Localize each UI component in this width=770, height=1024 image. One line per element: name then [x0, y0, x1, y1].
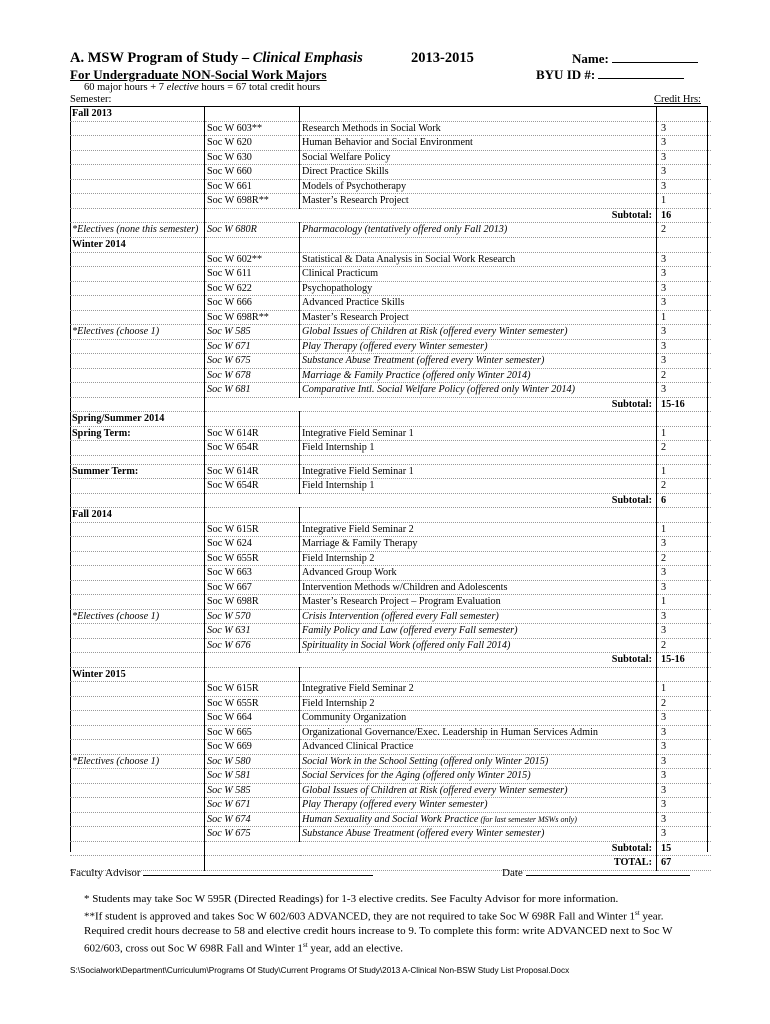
row-label: [70, 696, 205, 711]
course-code: Soc W 698R**: [205, 310, 300, 325]
credit-hours: 3: [657, 769, 712, 784]
course-title: Social Services for the Aging (offered only Winter 2015): [300, 769, 657, 784]
semester-heading: Winter 2015: [70, 667, 205, 682]
course-code: Soc W 675: [205, 827, 300, 842]
credit-hours: 3: [657, 725, 712, 740]
blank-cell: [300, 455, 657, 464]
table-row: [70, 455, 711, 464]
course-code: Soc W 698R: [205, 595, 300, 610]
credit-hours: 3: [657, 798, 712, 813]
credit-hours: 3: [657, 383, 712, 398]
row-label: [70, 783, 205, 798]
table-row: [70, 754, 711, 769]
table-row: [70, 464, 711, 479]
faculty-advisor-field[interactable]: [70, 864, 373, 879]
row-label: [70, 479, 205, 494]
table-row: [70, 479, 711, 494]
credit-hours: 1: [657, 310, 712, 325]
course-title: Intervention Methods w/Children and Adolescents: [300, 580, 657, 595]
program-years: 2013-2015: [411, 50, 474, 66]
course-code: Soc W 661: [205, 179, 300, 194]
row-label: [70, 339, 205, 354]
credit-hours: 3: [657, 136, 712, 151]
table-row: [70, 281, 711, 296]
course-title: Integrative Field Seminar 2: [300, 522, 657, 537]
course-code: Soc W 664: [205, 711, 300, 726]
semester-heading: Summer Term:: [70, 464, 205, 479]
course-title: Global Issues of Children at Risk (offered every Winter semester): [300, 783, 657, 798]
date-field[interactable]: [502, 864, 690, 879]
credit-hours: 3: [657, 754, 712, 769]
table-row: [70, 383, 711, 398]
course-code: Soc W 654R: [205, 479, 300, 494]
footnote-1: * Students may take Soc W 595R (Directed Readings) for 1-3 elective credits. See Faculty Advisor for more information.: [84, 893, 619, 905]
subtotal-label: TOTAL:: [205, 856, 657, 871]
course-title: Direct Practice Skills: [300, 165, 657, 180]
credit-hours: 1: [657, 682, 712, 697]
course-title: Spirituality in Social Work (offered only Fall 2014): [300, 638, 657, 653]
table-row: [70, 223, 711, 238]
table-row: [70, 711, 711, 726]
course-title: [300, 812, 657, 827]
course-title: Integrative Field Seminar 1: [300, 426, 657, 441]
credit-hours: 3: [657, 165, 712, 180]
row-label: [70, 310, 205, 325]
semester-heading: Fall 2013: [70, 107, 205, 121]
course-code: Soc W 666: [205, 296, 300, 311]
credit-hours: 3: [657, 812, 712, 827]
semester-heading: Spring Term:: [70, 426, 205, 441]
table-row: [70, 267, 711, 282]
table-row: [70, 179, 711, 194]
course-code: Soc W 603**: [205, 121, 300, 136]
course-code: Soc W 585: [205, 783, 300, 798]
table-row: [70, 310, 711, 325]
course-code: [205, 508, 300, 523]
course-title: Substance Abuse Treatment (offered every Winter semester): [300, 354, 657, 369]
table-row: [70, 798, 711, 813]
course-title: Play Therapy (offered every Winter semester): [300, 798, 657, 813]
credit-hours: 2: [657, 479, 712, 494]
course-code: [205, 238, 300, 253]
table-row: [70, 740, 711, 755]
course-code: Soc W 580: [205, 754, 300, 769]
table-row: [70, 827, 711, 842]
course-title: Field Internship 2: [300, 551, 657, 566]
credit-hours: 2: [657, 368, 712, 383]
footnote-2-c: year, add an elective.: [307, 942, 404, 955]
course-code: Soc W 602**: [205, 252, 300, 267]
course-code: [205, 412, 300, 427]
credit-hours: 3: [657, 267, 712, 282]
course-code: Soc W 585: [205, 325, 300, 340]
course-title-text: Human Sexuality and Social Work Practice: [302, 813, 479, 825]
credit-hours: 3: [657, 281, 712, 296]
course-title: [300, 667, 657, 682]
table-row: [70, 522, 711, 537]
title-emphasis: Clinical Emphasis: [252, 50, 363, 66]
credit-hours: 3: [657, 252, 712, 267]
table-row: [70, 624, 711, 639]
row-label: [70, 121, 205, 136]
row-label: *Electives (none this semester): [70, 223, 205, 238]
row-label: [70, 827, 205, 842]
course-title: Field Internship 2: [300, 696, 657, 711]
course-title: Master’s Research Project: [300, 194, 657, 209]
credit-hours: 3: [657, 740, 712, 755]
row-label: [70, 267, 205, 282]
table-row: [70, 426, 711, 441]
table-row: [70, 508, 711, 523]
course-code: Soc W 663: [205, 566, 300, 581]
course-title: Substance Abuse Treatment (offered every Winter semester): [300, 827, 657, 842]
table-row: [70, 238, 711, 253]
footnote-2-sup: st: [635, 909, 640, 917]
course-title: Crisis Intervention (offered every Fall semester): [300, 609, 657, 624]
row-label: [70, 296, 205, 311]
subtotal-label: Subtotal:: [205, 397, 657, 412]
course-title: Field Internship 1: [300, 479, 657, 494]
byu-id-line[interactable]: [598, 67, 684, 79]
row-label: [70, 537, 205, 552]
course-title: Community Organization: [300, 711, 657, 726]
credit-hours-label: Credit Hrs:: [654, 94, 701, 105]
course-title: Research Methods in Social Work: [300, 121, 657, 136]
course-title: Psychopathology: [300, 281, 657, 296]
row-label: [70, 769, 205, 784]
row-label: [70, 252, 205, 267]
credit-hours: 2: [657, 638, 712, 653]
course-title: [300, 238, 657, 253]
course-title: Social Welfare Policy: [300, 150, 657, 165]
empty-cell: [70, 841, 205, 856]
row-label: [70, 740, 205, 755]
table-row: [70, 208, 711, 223]
row-label: [70, 150, 205, 165]
course-code: Soc W 671: [205, 798, 300, 813]
subtotal-value: 15-16: [657, 653, 712, 668]
row-label: [70, 179, 205, 194]
row-label: [70, 368, 205, 383]
credit-hours: 1: [657, 194, 712, 209]
empty-cell: [70, 208, 205, 223]
course-code: Soc W 624: [205, 537, 300, 552]
course-title: Master’s Research Project: [300, 310, 657, 325]
course-code: Soc W 615R: [205, 522, 300, 537]
study-plan-table: [70, 107, 711, 871]
credit-hours: 3: [657, 827, 712, 842]
byu-id-field[interactable]: [536, 67, 684, 83]
blank-cell: [205, 455, 300, 464]
course-title: Human Behavior and Social Environment: [300, 136, 657, 151]
semester-heading: Spring/Summer 2014: [70, 412, 205, 427]
faculty-advisor-line[interactable]: [143, 864, 373, 876]
course-title: [300, 107, 657, 121]
credit-hours: [657, 238, 712, 253]
empty-cell: [70, 493, 205, 508]
row-label: [70, 711, 205, 726]
course-title: Integrative Field Seminar 1: [300, 464, 657, 479]
table-row: [70, 107, 711, 121]
credit-hours: 3: [657, 711, 712, 726]
course-title: Marriage & Family Practice (offered only Winter 2014): [300, 368, 657, 383]
faculty-advisor-label: Faculty Advisor: [70, 867, 141, 879]
table-row: [70, 653, 711, 668]
empty-cell: [70, 653, 205, 668]
course-code: [205, 107, 300, 121]
credit-hours: 3: [657, 354, 712, 369]
byu-id-label: BYU ID #:: [536, 67, 596, 82]
row-label: [70, 522, 205, 537]
course-code: Soc W 631: [205, 624, 300, 639]
row-label: [70, 441, 205, 456]
credit-hours: 2: [657, 441, 712, 456]
course-title: Play Therapy (offered every Winter semester): [300, 339, 657, 354]
course-title: Field Internship 1: [300, 441, 657, 456]
table-row: [70, 354, 711, 369]
credit-hours: 1: [657, 595, 712, 610]
semester-heading: Fall 2014: [70, 508, 205, 523]
table-row: [70, 783, 711, 798]
date-line[interactable]: [526, 864, 690, 876]
subtotal-label: Subtotal:: [205, 493, 657, 508]
table-row: [70, 841, 711, 856]
subtotal-value: 16: [657, 208, 712, 223]
credit-hours: 2: [657, 696, 712, 711]
course-code: Soc W 675: [205, 354, 300, 369]
semester-heading: Winter 2014: [70, 238, 205, 253]
credit-hours: 3: [657, 537, 712, 552]
row-label: [70, 725, 205, 740]
blank-cell: [657, 455, 712, 464]
course-title: [300, 508, 657, 523]
name-label: Name:: [572, 51, 609, 66]
credit-hours: 3: [657, 339, 712, 354]
course-title: Models of Psychotherapy: [300, 179, 657, 194]
credit-hours: [657, 107, 712, 121]
row-label: [70, 798, 205, 813]
table-row: [70, 609, 711, 624]
table-row: [70, 638, 711, 653]
credit-hours: 3: [657, 783, 712, 798]
semester-label: Semester:: [70, 94, 112, 105]
credit-hours: 3: [657, 609, 712, 624]
hours-note: [84, 82, 320, 93]
subtitle: For Undergraduate NON-Social Work Majors: [70, 67, 327, 82]
credit-hours: 3: [657, 566, 712, 581]
course-title: Integrative Field Seminar 2: [300, 682, 657, 697]
course-title: Global Issues of Children at Risk (offered every Winter semester): [300, 325, 657, 340]
credit-hours: [657, 508, 712, 523]
course-code: Soc W 630: [205, 150, 300, 165]
table-row: [70, 551, 711, 566]
row-label: [70, 354, 205, 369]
subtotal-label: Subtotal:: [205, 208, 657, 223]
row-label: [70, 165, 205, 180]
credit-hours: 3: [657, 624, 712, 639]
course-code: Soc W 667: [205, 580, 300, 595]
row-label: [70, 136, 205, 151]
table-row: [70, 412, 711, 427]
table-row: [70, 165, 711, 180]
table-row: [70, 537, 711, 552]
table-row: [70, 595, 711, 610]
row-label: *Electives (choose 1): [70, 609, 205, 624]
hours-text-b: elective: [166, 82, 199, 93]
footnote-2: [84, 906, 684, 955]
footnote-2-sup2: st: [302, 940, 308, 949]
table-row: [70, 252, 711, 267]
row-label: [70, 580, 205, 595]
course-code: Soc W 611: [205, 267, 300, 282]
table-row: [70, 580, 711, 595]
hours-text-c: hours = 67 total credit hours: [198, 82, 321, 93]
table-row: [70, 725, 711, 740]
row-label: *Electives (choose 1): [70, 325, 205, 340]
table-row: [70, 194, 711, 209]
row-label: [70, 281, 205, 296]
course-title: Marriage & Family Therapy: [300, 537, 657, 552]
course-code: Soc W 698R**: [205, 194, 300, 209]
table-row: [70, 368, 711, 383]
row-label: [70, 566, 205, 581]
course-code: Soc W 669: [205, 740, 300, 755]
subtotal-value: 15-16: [657, 397, 712, 412]
table-row: [70, 441, 711, 456]
course-title: Advanced Practice Skills: [300, 296, 657, 311]
course-code: Soc W 660: [205, 165, 300, 180]
course-code: Soc W 655R: [205, 696, 300, 711]
row-label: [70, 812, 205, 827]
date-label: Date: [502, 867, 523, 879]
course-title: Comparative Intl. Social Welfare Policy (offered only Winter 2014): [300, 383, 657, 398]
name-field[interactable]: [572, 51, 698, 67]
credit-hours: 1: [657, 426, 712, 441]
course-code: Soc W 620: [205, 136, 300, 151]
footnote-2-a: **If student is approved and takes Soc W 602/603 ADVANCED, they are not required to take Soc W 698R Fall and Winter 1: [84, 910, 635, 923]
course-code: Soc W 622: [205, 281, 300, 296]
file-path-footer: S:\Socialwork\Department\Curriculum\Programs Of Study\Current Programs Of Study\2013 A-Clinical Non-BSW Study List Proposal.Docx: [70, 966, 570, 975]
credit-hours: 3: [657, 325, 712, 340]
course-code: Soc W 681: [205, 383, 300, 398]
credit-hours: 3: [657, 296, 712, 311]
course-code: Soc W 570: [205, 609, 300, 624]
row-label: [70, 551, 205, 566]
row-label: [70, 383, 205, 398]
credit-hours: [657, 412, 712, 427]
empty-cell: [70, 397, 205, 412]
course-code: Soc W 654R: [205, 441, 300, 456]
course-title: Pharmacology (tentatively offered only Fall 2013): [300, 223, 657, 238]
subtotal-value: 67: [657, 856, 712, 871]
table-row: [70, 566, 711, 581]
blank-cell: [70, 455, 205, 464]
course-code: Soc W 614R: [205, 464, 300, 479]
table-row: [70, 325, 711, 340]
course-code: Soc W 615R: [205, 682, 300, 697]
table-row: [70, 812, 711, 827]
table-row: [70, 121, 711, 136]
course-code: Soc W 581: [205, 769, 300, 784]
credit-hours: 1: [657, 464, 712, 479]
table-row: [70, 682, 711, 697]
table-row: [70, 136, 711, 151]
course-title: Organizational Governance/Exec. Leadership in Human Services Admin: [300, 725, 657, 740]
course-title: Social Work in the School Setting (offered only Winter 2015): [300, 754, 657, 769]
row-label: [70, 624, 205, 639]
course-title: Advanced Group Work: [300, 566, 657, 581]
credit-hours: 2: [657, 223, 712, 238]
credit-hours: 1: [657, 522, 712, 537]
row-label: [70, 595, 205, 610]
course-title: Statistical & Data Analysis in Social Work Research: [300, 252, 657, 267]
course-code: Soc W 614R: [205, 426, 300, 441]
course-title: [300, 412, 657, 427]
course-code: Soc W 671: [205, 339, 300, 354]
page-title: [70, 50, 363, 67]
subtotal-label: Subtotal:: [205, 841, 657, 856]
table-row: [70, 150, 711, 165]
table-row: [70, 339, 711, 354]
course-title: Family Policy and Law (offered every Fall semester): [300, 624, 657, 639]
course-title-note: (for last semester MSWs only): [478, 814, 577, 824]
subtotal-value: 15: [657, 841, 712, 856]
credit-hours: 2: [657, 551, 712, 566]
subtotal-value: 6: [657, 493, 712, 508]
footnotes: [84, 892, 684, 955]
course-title: Advanced Clinical Practice: [300, 740, 657, 755]
row-label: [70, 682, 205, 697]
credit-hours: 3: [657, 150, 712, 165]
course-code: Soc W 678: [205, 368, 300, 383]
course-code: Soc W 680R: [205, 223, 300, 238]
title-prefix: A. MSW Program of Study –: [70, 50, 253, 66]
hours-text-a: 60 major hours + 7: [84, 82, 167, 93]
subtotal-label: Subtotal:: [205, 653, 657, 668]
row-label: *Electives (choose 1): [70, 754, 205, 769]
table-row: [70, 667, 711, 682]
table-row: [70, 397, 711, 412]
credit-hours: 3: [657, 179, 712, 194]
course-code: [205, 667, 300, 682]
row-label: [70, 194, 205, 209]
credit-hours: [657, 667, 712, 682]
footnote-2-b: year. Required credit hours decrease to 58 and elective credit hours increase to 9. To complete this form: write ADVANCED next to Soc W 602/603, cross out Soc W 698R Fall and Winter 1: [84, 910, 673, 955]
course-code: Soc W 676: [205, 638, 300, 653]
course-code: Soc W 674: [205, 812, 300, 827]
course-title: Clinical Practicum: [300, 267, 657, 282]
credit-hours: 3: [657, 121, 712, 136]
row-label: [70, 638, 205, 653]
table-row: [70, 296, 711, 311]
table-row: [70, 696, 711, 711]
credit-hours: 3: [657, 580, 712, 595]
name-line[interactable]: [612, 51, 698, 63]
course-title: Master’s Research Project – Program Evaluation: [300, 595, 657, 610]
course-code: Soc W 665: [205, 725, 300, 740]
table-row: [70, 769, 711, 784]
course-code: Soc W 655R: [205, 551, 300, 566]
table-row: [70, 493, 711, 508]
